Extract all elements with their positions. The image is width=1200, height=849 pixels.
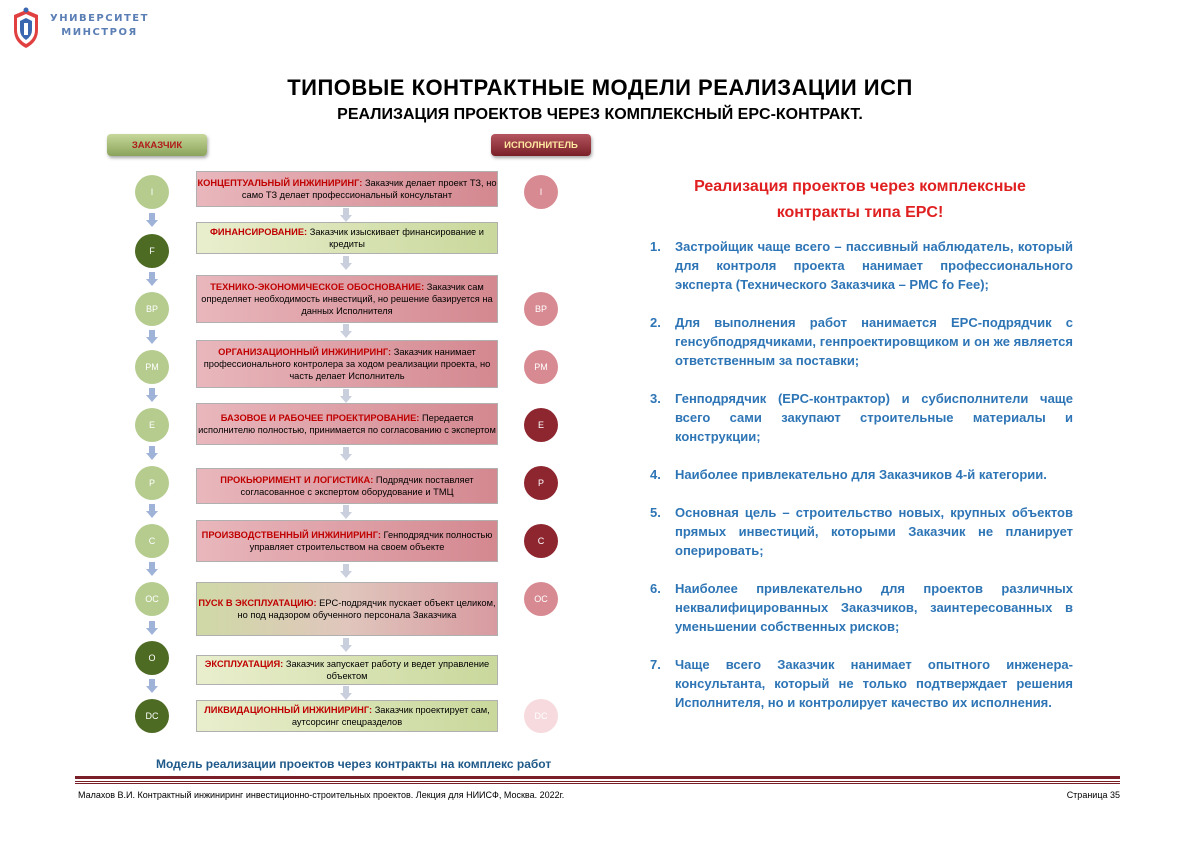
down-arrow-icon	[146, 562, 158, 576]
stage-head: КОНЦЕПТУАЛЬНЫЙ ИНЖИНИРИНГ:	[197, 178, 363, 188]
left-circle-pm: PM	[135, 350, 169, 384]
footer-divider	[75, 783, 1120, 784]
stage-head: ЭКСПЛУАТАЦИЯ:	[204, 659, 284, 669]
down-arrow-icon	[146, 679, 158, 693]
left-circle-c: C	[135, 524, 169, 558]
right-circle-p: P	[524, 466, 558, 500]
stage-box-feasibility	[196, 275, 498, 323]
university-logo-text	[50, 12, 149, 40]
stage-head: ТЕХНИКО-ЭКОНОМИЧЕСКОЕ ОБОСНОВАНИЕ:	[210, 282, 425, 292]
list-item: 4. Наиболее привлекательно для Заказчиков 4-й категории.	[650, 467, 1047, 482]
down-arrow-icon	[146, 621, 158, 635]
down-arrow-icon	[340, 686, 352, 700]
down-arrow-icon	[146, 213, 158, 227]
down-arrow-icon	[340, 447, 352, 461]
stage-box-procurement	[196, 468, 498, 504]
right-circle-e: E	[524, 408, 558, 442]
left-circle-dc: DC	[135, 699, 169, 733]
left-circle-o: O	[135, 641, 169, 675]
down-arrow-icon	[146, 504, 158, 518]
stage-head: ОРГАНИЗАЦИОННЫЙ ИНЖИНИРИНГ:	[218, 347, 392, 357]
right-circle-oc: OC	[524, 582, 558, 616]
ministry-emblem-logo	[8, 6, 44, 50]
page-number: Страница 35	[1066, 790, 1120, 800]
stage-head: БАЗОВОЕ И РАБОЧЕЕ ПРОЕКТИРОВАНИЕ:	[220, 413, 420, 423]
stage-text: Генподрядчик полностью управляет строительством на своем объекте	[249, 530, 493, 552]
footer-divider	[75, 776, 1120, 779]
right-panel-title-line1: Реализация проектов через комплексные	[694, 178, 1026, 195]
down-arrow-icon	[146, 446, 158, 460]
stage-box-design	[196, 403, 498, 445]
left-circle-bp: BP	[135, 292, 169, 326]
list-item: 5. Основная цель – строительство новых, крупных объектов прямых инвестиций, которыми Заказчик не планирует оперировать;	[650, 505, 1073, 558]
stage-box-commissioning	[196, 582, 498, 636]
down-arrow-icon	[340, 208, 352, 222]
list-item: 7. Чаще всего Заказчик нанимает опытного инженера-консультанта, который не только подтверждает решения Исполнителя, но и контролирует качество их исполнения.	[650, 657, 1073, 710]
down-arrow-icon	[340, 389, 352, 403]
left-circle-f: F	[135, 234, 169, 268]
down-arrow-icon	[340, 638, 352, 652]
down-arrow-icon	[146, 330, 158, 344]
diagram-caption: Модель реализации проектов через контракты на комплекс работ	[156, 757, 552, 771]
right-circle-pm: PM	[524, 350, 558, 384]
stage-text: Подрядчик поставляет согласованное с экспертом оборудование и ТМЦ	[240, 475, 474, 497]
footer-divider	[75, 781, 1120, 782]
list-item: 1. Застройщик чаще всего – пассивный наблюдатель, который для контроля проекта нанимает профессионального эксперта (Технического Заказчика – PMC fo Fee);	[650, 239, 1073, 292]
customer-label: ЗАКАЗЧИК	[107, 134, 207, 156]
down-arrow-icon	[340, 256, 352, 270]
list-item: 6. Наиболее привлекательно для проектов различных неквалифицированных Заказчиков, заинтересованных в уменьшении собственных рисков;	[650, 581, 1073, 634]
right-circle-dc: DC	[524, 699, 558, 733]
page-title: ТИПОВЫЕ КОНТРАКТНЫЕ МОДЕЛИ РЕАЛИЗАЦИИ ИСП	[287, 75, 913, 100]
list-item: 2. Для выполнения работ нанимается EPC-подрядчик с генсубподрядчиками, генпроектировщиком и он же является ответственным за поставки;	[650, 315, 1073, 368]
down-arrow-icon	[340, 324, 352, 338]
left-circle-p: P	[135, 466, 169, 500]
left-circle-oc: OC	[135, 582, 169, 616]
university-line2: МИНСТРОЯ	[61, 27, 138, 38]
right-circle-i: I	[524, 175, 558, 209]
epc-features-list	[650, 237, 1073, 712]
stage-text: Заказчик проектирует сам, аутсорсинг спецразделов	[291, 705, 490, 727]
stage-box-liquidation	[196, 700, 498, 732]
page-subtitle: РЕАЛИЗАЦИЯ ПРОЕКТОВ ЧЕРЕЗ КОМПЛЕКСНЫЙ EPC-КОНТРАКТ.	[337, 106, 863, 123]
right-circle-bp: BP	[524, 292, 558, 326]
down-arrow-icon	[146, 388, 158, 402]
stage-box-financing	[196, 222, 498, 254]
stage-box-operation	[196, 655, 498, 685]
stage-text: Заказчик нанимает профессионального контролера за ходом реализации проекта, но часть делает Исполнитель	[203, 347, 491, 381]
right-panel-title-line2: контракты типа EPC!	[776, 204, 944, 221]
left-circle-e: E	[135, 408, 169, 442]
down-arrow-icon	[146, 272, 158, 286]
stage-text: Передается исполнителю полностью, принимается по согласованию с экспертом	[198, 413, 496, 435]
stage-head: ПРОИЗВОДСТВЕННЫЙ ИНЖИНИРИНГ:	[201, 530, 381, 540]
stage-head: ПРОКЬЮРИМЕНТ И ЛОГИСТИКА:	[220, 475, 374, 485]
stage-box-conceptual	[196, 171, 498, 207]
down-arrow-icon	[340, 505, 352, 519]
left-circle-i: I	[135, 175, 169, 209]
stage-text: Заказчик делает проект ТЗ, но само ТЗ делает профессиональный консультант	[241, 178, 497, 200]
right-panel-title	[625, 174, 1095, 226]
down-arrow-icon	[340, 564, 352, 578]
footer-citation: Малахов В.И. Контрактный инжиниринг инвестиционно-строительных проектов. Лекция для НИИСФ, Москва. 2022г.	[78, 790, 565, 800]
stage-text: Заказчик изыскивает финансирование и кредиты	[307, 227, 484, 249]
stage-head: ФИНАНСИРОВАНИЕ:	[210, 227, 308, 237]
stage-box-production	[196, 520, 498, 562]
contractor-label: ИСПОЛНИТЕЛЬ	[491, 134, 591, 156]
university-line1: УНИВЕРСИТЕТ	[50, 13, 149, 24]
stage-head: ПУСК В ЭКСПЛУАТАЦИЮ:	[198, 598, 317, 608]
stage-text: EPC-подрядчик пускает объект целиком, но под надзором обученного персонала Заказчика	[237, 598, 496, 620]
stage-text: Заказчик сам определяет необходимость инвестиций, но решение базируется на данных Исполнителя	[201, 282, 493, 316]
right-circle-c: C	[524, 524, 558, 558]
list-item: 3. Генподрядчик (EPC-контрактор) и субисполнители чаще всего сами закупают строительные материалы и конструкции;	[650, 391, 1073, 444]
stage-box-organizational	[196, 340, 498, 388]
stage-head: ЛИКВИДАЦИОННЫЙ ИНЖИНИРИНГ:	[204, 705, 373, 715]
stage-text: Заказчик запускает работу и ведет управление объектом	[283, 659, 490, 681]
